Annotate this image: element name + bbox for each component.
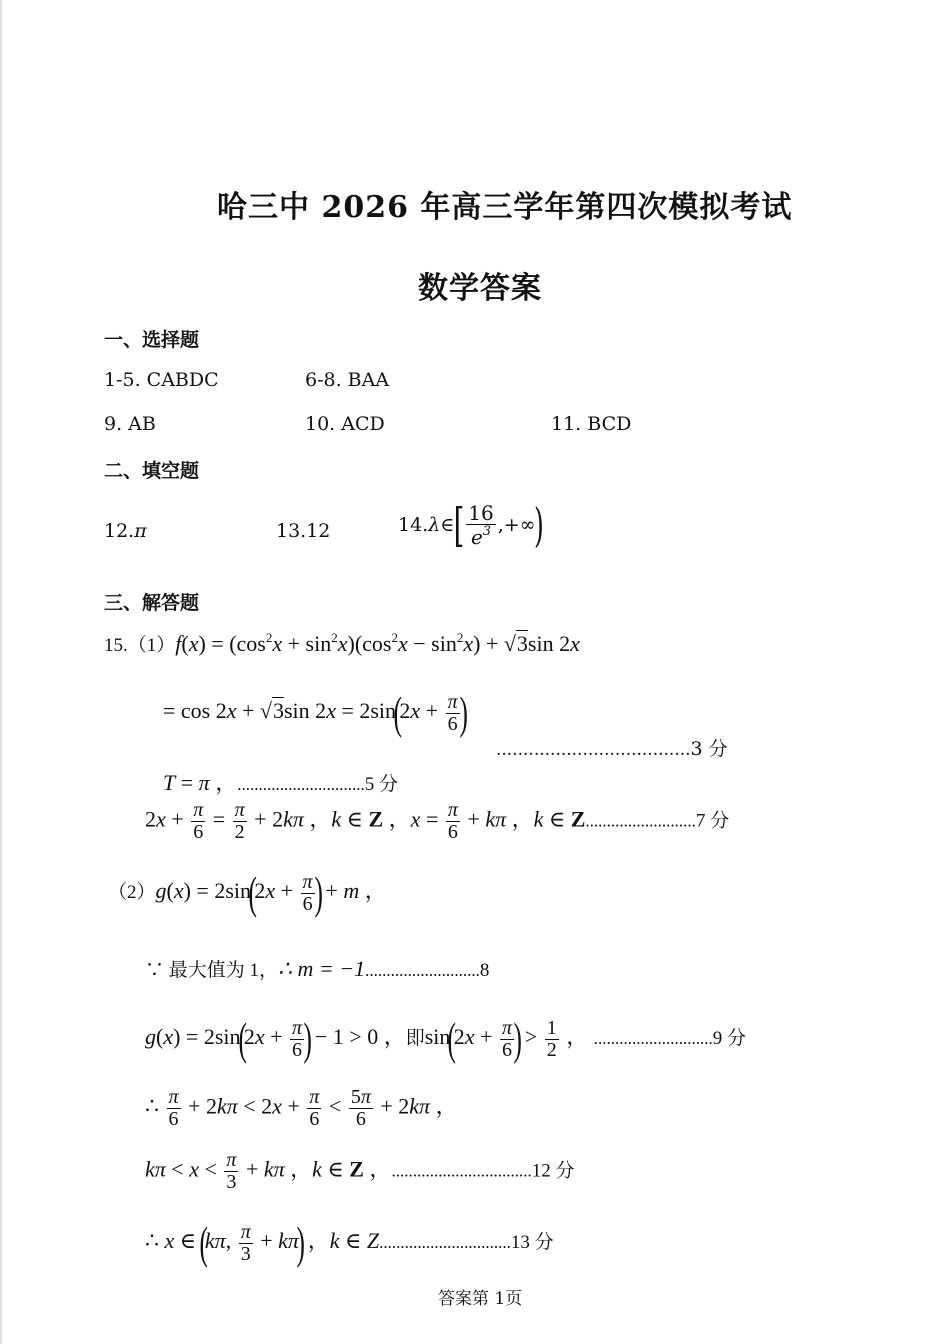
q15-line-4: 2x + $\frac{\pi}{6}$ = $\frac{\pi}{2}$ + 2kπ ，k ∈ Z ，x = $\frac{\pi}{6}$ + kπ ，k ∈ Z..........................7 分 [145,799,730,843]
q15-part2-label: （2） [108,882,156,904]
fill-12-prefix: 12. [104,520,135,542]
section-choice-heading: 一、选择题 [104,329,200,351]
k-in-z: k ∈ Z [329,1228,380,1254]
fill-answer-12 [104,520,147,542]
score-8: 8 [479,960,490,981]
ji-text: 即 [405,1028,425,1050]
choice-answer-9: 9. AB [104,413,156,435]
choice-answer-10: 10. ACD [305,413,385,435]
q15-label: 15.（1） [104,635,176,656]
q15-part2-line-1: （2）g(x) = 2sin(2x + $\frac{\pi}{6}$ ) + m ， [108,867,387,918]
choice-answer-6-8: 6-8. BAA [305,369,390,391]
q15-line-3: T = π ，..............................5 分 [163,770,398,795]
q15-part2-x-range-line: kπ < x < $\frac{\pi}{3}$ + kπ ，k ∈ Z ，.................................12 分 [145,1149,575,1193]
section-fill-heading: 二、填空题 [104,460,200,482]
q15-part2-final-line: ∴ x ∈ (kπ, $\frac{\pi}{3}$ + kπ) ，k ∈ Z...............................13 分 [145,1217,554,1268]
fill-14-in: ∈ [440,514,455,536]
fill-answer-13: 13.12 [276,520,331,542]
fill-14-lambda: λ [428,514,441,536]
fill-14-fraction [466,500,495,549]
fill-14-tail: ,+∞ [497,514,536,536]
q15-part2-max-line: ∵ 最大值为 1，∴ m = −1...........................8 [145,956,490,981]
fill-14-num: 16 [468,500,494,525]
scan-edge [0,0,4,1344]
q15-part2-ineq-line: g(x) = 2sin(2x + $\frac{\pi}{6}$ ) − 1 > 0 ，即sin(2x + $\frac{\pi}{6}$ ) > $\frac{1}{2}$ ， ............................9 分 [145,1013,746,1064]
fill-14-den: $e^3$ [470,523,492,549]
q15-line-2: = cos 2x + √3sin 2x = 2sin(2x + $\frac{\pi}{6}$ ) [163,687,468,738]
fill-answer-14 [398,498,544,552]
left-bracket: [ [453,498,465,552]
choice-answer-11: 11. BCD [551,413,632,435]
max-text: ∵ 最大值为 1， [145,960,279,981]
right-paren: ) [533,498,544,552]
section-solve-heading: 三、解答题 [104,592,200,614]
therefore-m: ∴ m = −1 [278,956,366,981]
q15-score-3: ....................................3 分 [496,738,728,760]
page-subtitle: 数学答案 [418,271,542,306]
q15-line-1: $15.(1)f(x) = (\cos^2x + \sin^2x)(\cos^2x - \sin^2x) + √3\sin$ 2x [104,630,580,656]
page-footer: 答案第 1页 [438,1289,523,1309]
fill-14-prefix: 14. [398,514,429,536]
fill-12-value: π [134,520,147,542]
choice-answer-1-5: 1-5. CABDC [104,369,219,391]
page-title: 哈三中 2026 年高三学年第四次模拟考试 [217,190,793,225]
q15-part2-range-line: ∴ $\frac{\pi}{6}$ + 2kπ < 2x + $\frac{\pi}{6}$ < $\frac{5\pi}{6}$ + 2kπ ， [145,1086,458,1130]
